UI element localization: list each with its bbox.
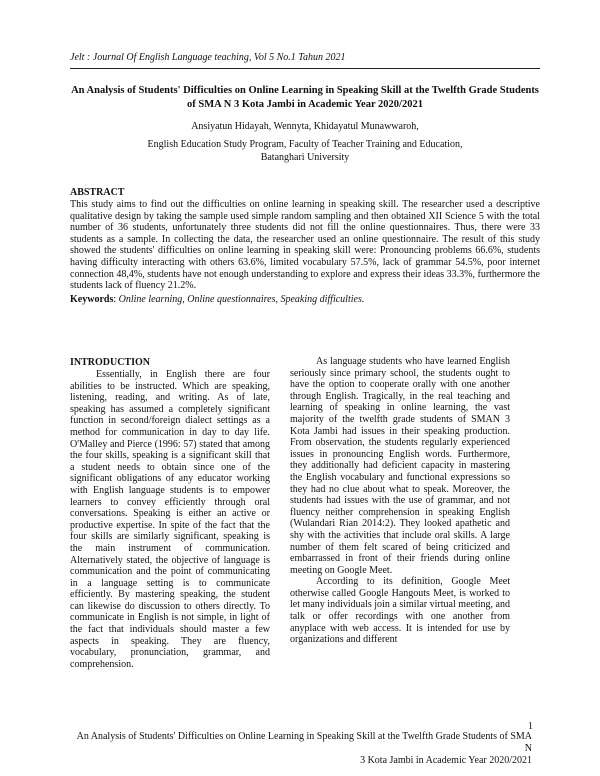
affiliation-line-2: Batanghari University — [260, 152, 350, 163]
affiliation-line-1: English Education Study Program, Faculty of Teacher Training and Education, — [147, 139, 463, 150]
keywords-label: Keywords — [70, 294, 114, 305]
journal-header: Jelt : Journal Of English Language teaching, Vol 5 No.1 Tahun 2021 — [70, 52, 346, 63]
introduction-heading: INTRODUCTION — [70, 357, 151, 368]
right-column — [290, 356, 510, 646]
paper-title: An Analysis of Students' Difficulties on Online Learning in Speaking Skill at the Twelfth Grade Students of SMA N 3 Kota Jambi in Academic Year 2020/2021 — [71, 85, 539, 110]
header-rule — [70, 68, 540, 69]
running-footer — [70, 731, 532, 767]
abstract-text: This study aims to find out the difficulties on online learning in speaking skill. The researcher used a descriptive qualitative design by taking the sample used simple random sampling and then obtained XII Science 5 with the total number of 36 students, unfortunately three students did not fill the online questionnaires. Thus, there were 33 students as a sample. In collecting the data, the researcher used an online questionnaire. The result of this study showed the students' difficulties on online learning in speaking skill were: Pronouncing problems 66.6%, students having difficulty interacting with others 63.6%, limited vocabulary 57.5%, lack of grammar 54.5%, poor internet connection 48,4%, students have not enough understanding to explore and express their ideas 33.3%, furthermore the students lack of fluency 21.2%. — [70, 199, 540, 292]
abstract-heading: ABSTRACT — [70, 187, 125, 198]
intro-paragraph-1: Essentially, in English there are four abilities to be instructed. Which are speaking, listening, reading, and writing. As of late, speaking has assumed a completely significant function in second/foreign dialect settings as a method for communication in day to day life. O'Malley and Pierce (1996: 57) stated that among the four skills, speaking is a significant skill that a student needs to obtain since one of the significant obligations of any educator working with English language students is to empower learners to convey efficiently through oral conversations. Speaking is either an active or productive expertise. In spite of the fact that the four skills are similarly significant, speaking is the main instrument of communication. Alternatively stated, the objective of language is communication and the point of communicating in a language setting is to communicate efficiently. By mastering speaking, the student can likewise do discussion to others directly. To communicate in English is not simple, in light of the fact that individuals should master a few aspects in speaking. They are fluency, vocabulary, pronunciation, grammar, and comprehension. — [70, 369, 270, 670]
affiliation — [70, 138, 540, 164]
keywords-text: Online learning, Online questionnaires, Speaking difficulties. — [118, 294, 365, 305]
author-list: Ansiyatun Hidayah, Wennyta, Khidayatul Munawwaroh, — [191, 121, 419, 132]
left-column — [70, 357, 270, 670]
footer-line-2: 3 Kota Jambi in Academic Year 2020/2021 — [360, 755, 532, 766]
page-number: 1 — [528, 721, 533, 732]
intro-paragraph-3: According to its definition, Google Meet otherwise called Google Hangouts Meet, is worked to let many individuals join a similar virtual meeting, and talk or offer recordings with one another from anyplace with web access. It is intended for use by organizations and different — [290, 576, 510, 646]
footer-line-1: An Analysis of Students' Difficulties on Online Learning in Speaking Skill at the Twelfth Grade Students of SMA N — [76, 731, 532, 754]
intro-paragraph-2: As language students who have learned English seriously since primary school, the students ought to have the option to cooperate orally with one another through English. Tragically, in the real teaching and learning of speaking in online learning, the vast majority of the twelfth grade students of SMAN 3 Kota Jambi had issues in their speaking production. From observation, the students regularly experienced issues in pronouncing English words. Furthermore, they additionally had deficient capacity in mastering the English vocabulary and functional expressions so they had no clue about what to speak. Moreover, the students had issues with the use of grammar, and not fluency neither comprehension in speaking English (Wulandari Rian 2014:2). They looked apathetic and shy with the activities that include oral skills. A large number of them felt scared of being criticized and embarrassed in front of their friends during online meeting on Google Meet. — [290, 356, 510, 576]
keywords: Keywords: Online learning, Online questionnaires, Speaking difficulties. — [70, 294, 365, 305]
